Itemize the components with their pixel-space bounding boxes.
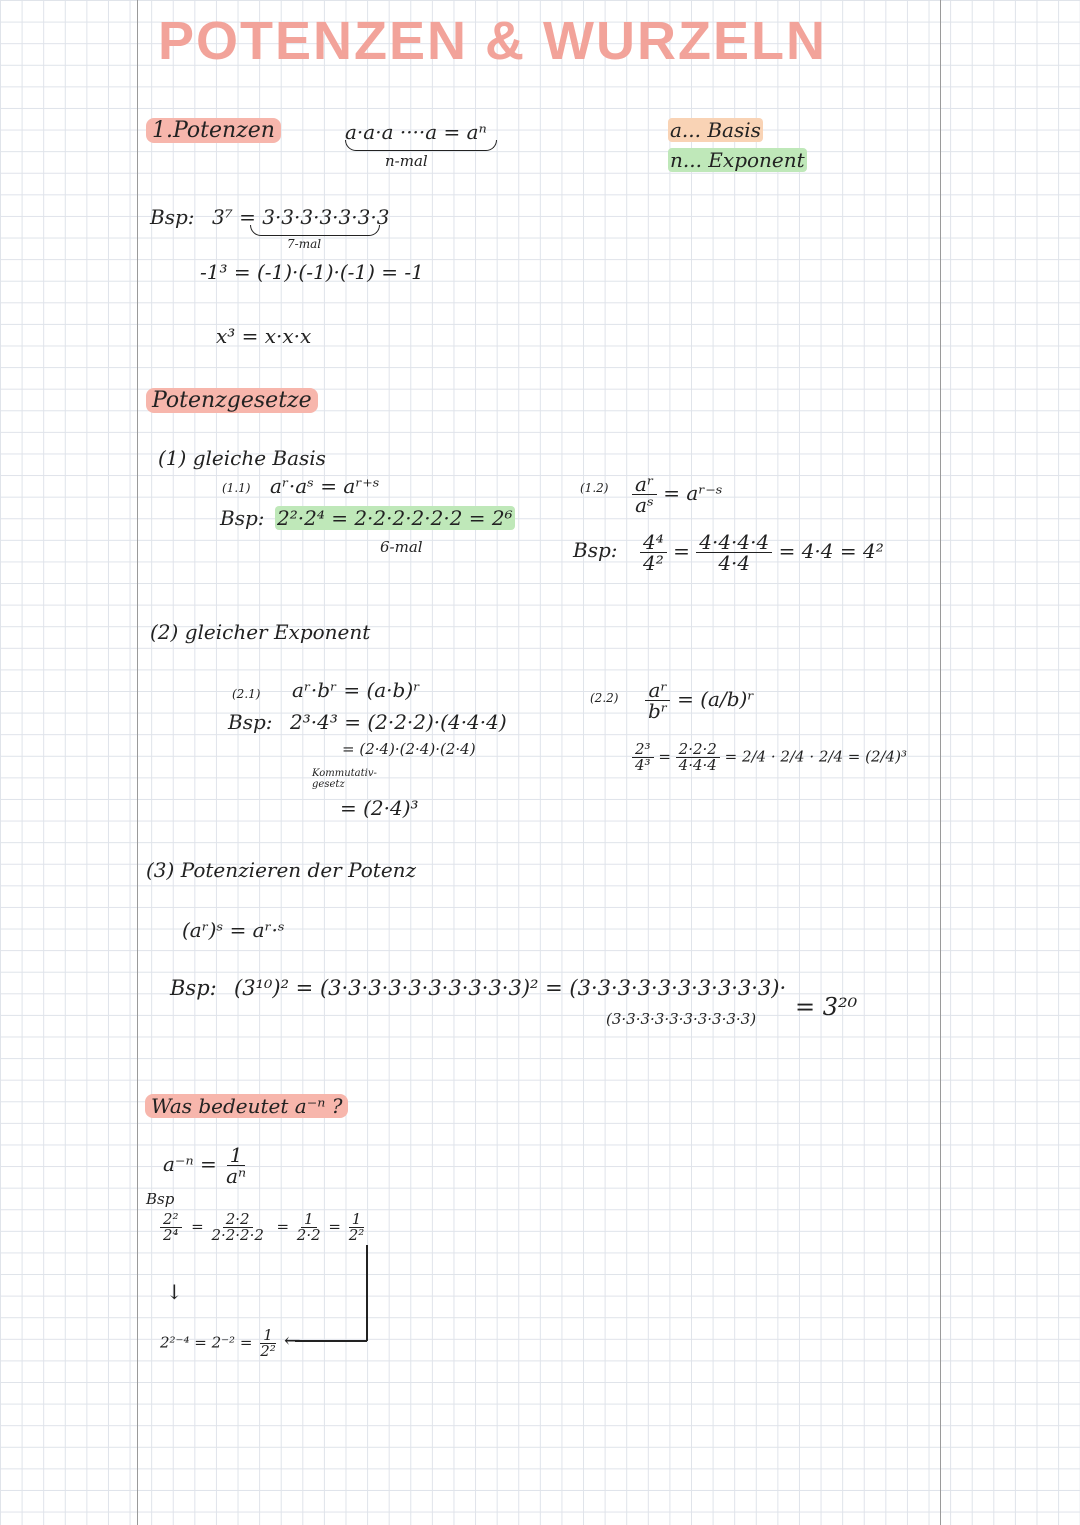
page-title: POTENZEN & WURZELN — [158, 11, 827, 71]
connector-horizontal — [295, 1340, 367, 1342]
negative-heading-text: Was bedeutet a⁻ⁿ ? — [145, 1094, 348, 1118]
negative-ex-r1-num: 1 — [301, 1212, 317, 1228]
law-2-2-ex-mid-num: 2·2·2 — [676, 742, 720, 758]
definition-brace — [345, 140, 497, 151]
right-margin-line — [940, 0, 941, 1525]
law-3-rule: (aʳ)ˢ = aʳ·ˢ — [182, 918, 285, 942]
negative-rule-den: aⁿ — [226, 1164, 247, 1188]
law-2-2-ex-mid-den: 4·4·4 — [678, 756, 717, 774]
section-heading-text: 1.Potenzen — [146, 118, 281, 143]
law-1-2-den: aˢ — [635, 493, 654, 517]
law-1-1-example — [275, 508, 515, 528]
law-3-bsp: Bsp: — [170, 976, 217, 1000]
law-2-2-fraction — [645, 680, 671, 721]
laws-heading — [146, 390, 318, 412]
power-definition: a·a·a ····a = aⁿ — [345, 120, 487, 144]
definition-n-mal: n-mal — [385, 152, 428, 170]
bsp-label: Bsp: — [150, 205, 195, 229]
negative-bottom — [160, 1328, 279, 1359]
law-2-1-number: (2.1) — [232, 687, 261, 701]
law-1-2-example: $\frac{\text{4⁴}}{\text{4²}}$ = $\frac{4\cdot 4\cdot 4\cdot 4}{4\cdot 4}$ = 4·4 = 4² — [640, 532, 884, 573]
law-1-2-number: (1.2) — [580, 481, 609, 495]
example-minus-one: -1³ = (-1)·(-1)·(-1) = -1 — [200, 260, 424, 284]
law-2-2-ex-num: 2³ — [632, 742, 654, 758]
connector-vertical — [366, 1245, 368, 1341]
law-2-2-rhs: = (a/b)ʳ — [677, 687, 755, 711]
law-1-2-ex-fraction — [640, 532, 667, 573]
law-3-result: = 3²⁰ — [795, 993, 858, 1021]
law-3-example: (3¹⁰)² = (3·3·3·3·3·3·3·3·3·3)² = (3·3·3·3·3·3·3·3·3·3)· — [234, 976, 787, 1000]
law-2-1-example-3: = (2·4)³ — [340, 796, 419, 820]
law-1-2-rule — [632, 474, 723, 515]
law-1-1-6-mal: 6-mal — [380, 538, 423, 556]
negative-ex-r1-fraction — [294, 1212, 324, 1243]
group1-heading: (1) gleiche Basis — [158, 446, 326, 470]
law-1-1-bsp: Bsp: — [220, 506, 265, 530]
negative-rule — [163, 1145, 249, 1186]
negative-bottom-text: 2²⁻⁴ = 2⁻² = — [160, 1333, 253, 1352]
group3-heading: (3) Potenzieren der Potenz — [146, 858, 417, 882]
law-2-1-bsp: Bsp: — [228, 710, 273, 734]
example-3-pow-7: 3⁷ = 3·3·3·3·3·3·3 — [212, 205, 390, 229]
basis-label — [668, 120, 763, 140]
law-1-2-rhs: = aʳ⁻ˢ — [663, 481, 723, 505]
down-arrow: ↓ — [166, 1280, 183, 1304]
law-2-1-rule: aʳ·bʳ = (a·b)ʳ — [292, 678, 421, 702]
left-arrow: ← — [284, 1328, 301, 1352]
law-1-1-number: (1.1) — [222, 481, 251, 495]
law-2-1-note: Kommutativ-gesetz — [312, 768, 377, 790]
negative-bottom-den: 2² — [260, 1342, 276, 1360]
negative-ex-fraction — [160, 1212, 182, 1243]
negative-rule-num: 1 — [227, 1145, 246, 1166]
law-2-2-ex-fraction — [632, 742, 654, 773]
negative-ex-num: 2² — [160, 1212, 182, 1228]
negative-ex-r1-den: 2·2 — [296, 1226, 321, 1244]
law-2-2-ex-mid-fraction — [676, 742, 720, 773]
example-7-mal: 7-mal — [287, 237, 322, 251]
negative-ex-mid-fraction — [208, 1212, 266, 1243]
negative-bottom-fraction — [257, 1328, 279, 1359]
law-2-2-den: bʳ — [648, 699, 668, 723]
negative-bsp-label: Bsp — [146, 1190, 175, 1208]
negative-ex-den: 2⁴ — [163, 1226, 179, 1244]
law-1-2-num: aʳ — [632, 474, 657, 495]
law-1-2-ex-mid-den: 4·4 — [718, 551, 751, 575]
negative-example: $\frac{\text{2²}}{\text{2⁴}}$ = $\frac{2\cdot 2}{2\cdot 2\cdot 2\cdot 2}$ = $\frac{1}{2\cdot 2}$ = $\frac{1}{\text{2²}}$ — [160, 1212, 367, 1243]
law-2-1-example-1: 2³·4³ = (2·2·2)·(4·4·4) — [290, 710, 507, 734]
negative-rule-fraction — [223, 1145, 249, 1186]
law-2-2-ex-rhs: = 2/4 · 2/4 · 2/4 = (2/4)³ — [724, 747, 907, 766]
left-margin-line — [137, 0, 138, 1525]
law-1-1-rule: aʳ·aˢ = aʳ⁺ˢ — [270, 474, 380, 498]
law-1-2-ex-num: 4⁴ — [640, 532, 667, 553]
negative-ex-mid-den: 2·2·2·2 — [211, 1226, 264, 1244]
laws-heading-text: Potenzgesetze — [146, 388, 318, 413]
law-2-2-rule — [645, 680, 754, 721]
law-2-2-num: aʳ — [645, 680, 670, 701]
law-1-2-fraction — [632, 474, 657, 515]
law-1-2-ex-mid-num: 4·4·4·4 — [696, 532, 772, 553]
basis-label-text: a... Basis — [670, 118, 761, 142]
exponent-label-text: n... Exponent — [670, 148, 805, 172]
negative-heading — [145, 1096, 348, 1116]
negative-bottom-num: 1 — [260, 1328, 276, 1344]
law-1-2-ex-rhs: = 4·4 = 4² — [778, 539, 884, 563]
negative-rule-lhs: a⁻ⁿ = — [163, 1152, 217, 1176]
law-3-example-line2: (3·3·3·3·3·3·3·3·3·3) — [606, 1010, 757, 1028]
example-x-cubed: x³ = x·x·x — [216, 324, 312, 348]
law-1-2-bsp: Bsp: — [573, 538, 618, 562]
law-2-2-ex-den: 4³ — [635, 756, 651, 774]
negative-ex-r2-den: 2² — [348, 1226, 365, 1244]
law-2-2-example: $\frac{\text{2³}}{\text{4³}}$ = $\frac{2\cdot 2\cdot 2}{4\cdot 4\cdot 4}$ = 2/4 · 2/4 · 2/4 = (2/4)³ — [632, 742, 907, 773]
law-1-2-ex-den: 4² — [643, 551, 664, 575]
negative-ex-mid-num: 2·2 — [223, 1212, 253, 1228]
negative-ex-r2-fraction — [346, 1212, 368, 1243]
example-brace — [250, 225, 380, 236]
group2-heading: (2) gleicher Exponent — [150, 620, 371, 644]
law-1-1-example-text: 2²·2⁴ = 2·2·2·2·2·2 = 2⁶ — [277, 506, 513, 530]
negative-ex-r2-num: 1 — [349, 1212, 365, 1228]
law-1-2-ex-mid-fraction — [696, 532, 772, 573]
section-heading-potenzen — [146, 120, 281, 142]
law-2-2-number: (2.2) — [590, 691, 619, 705]
exponent-label — [668, 150, 807, 170]
law-2-1-example-2: = (2·4)·(2·4)·(2·4) — [342, 740, 476, 758]
